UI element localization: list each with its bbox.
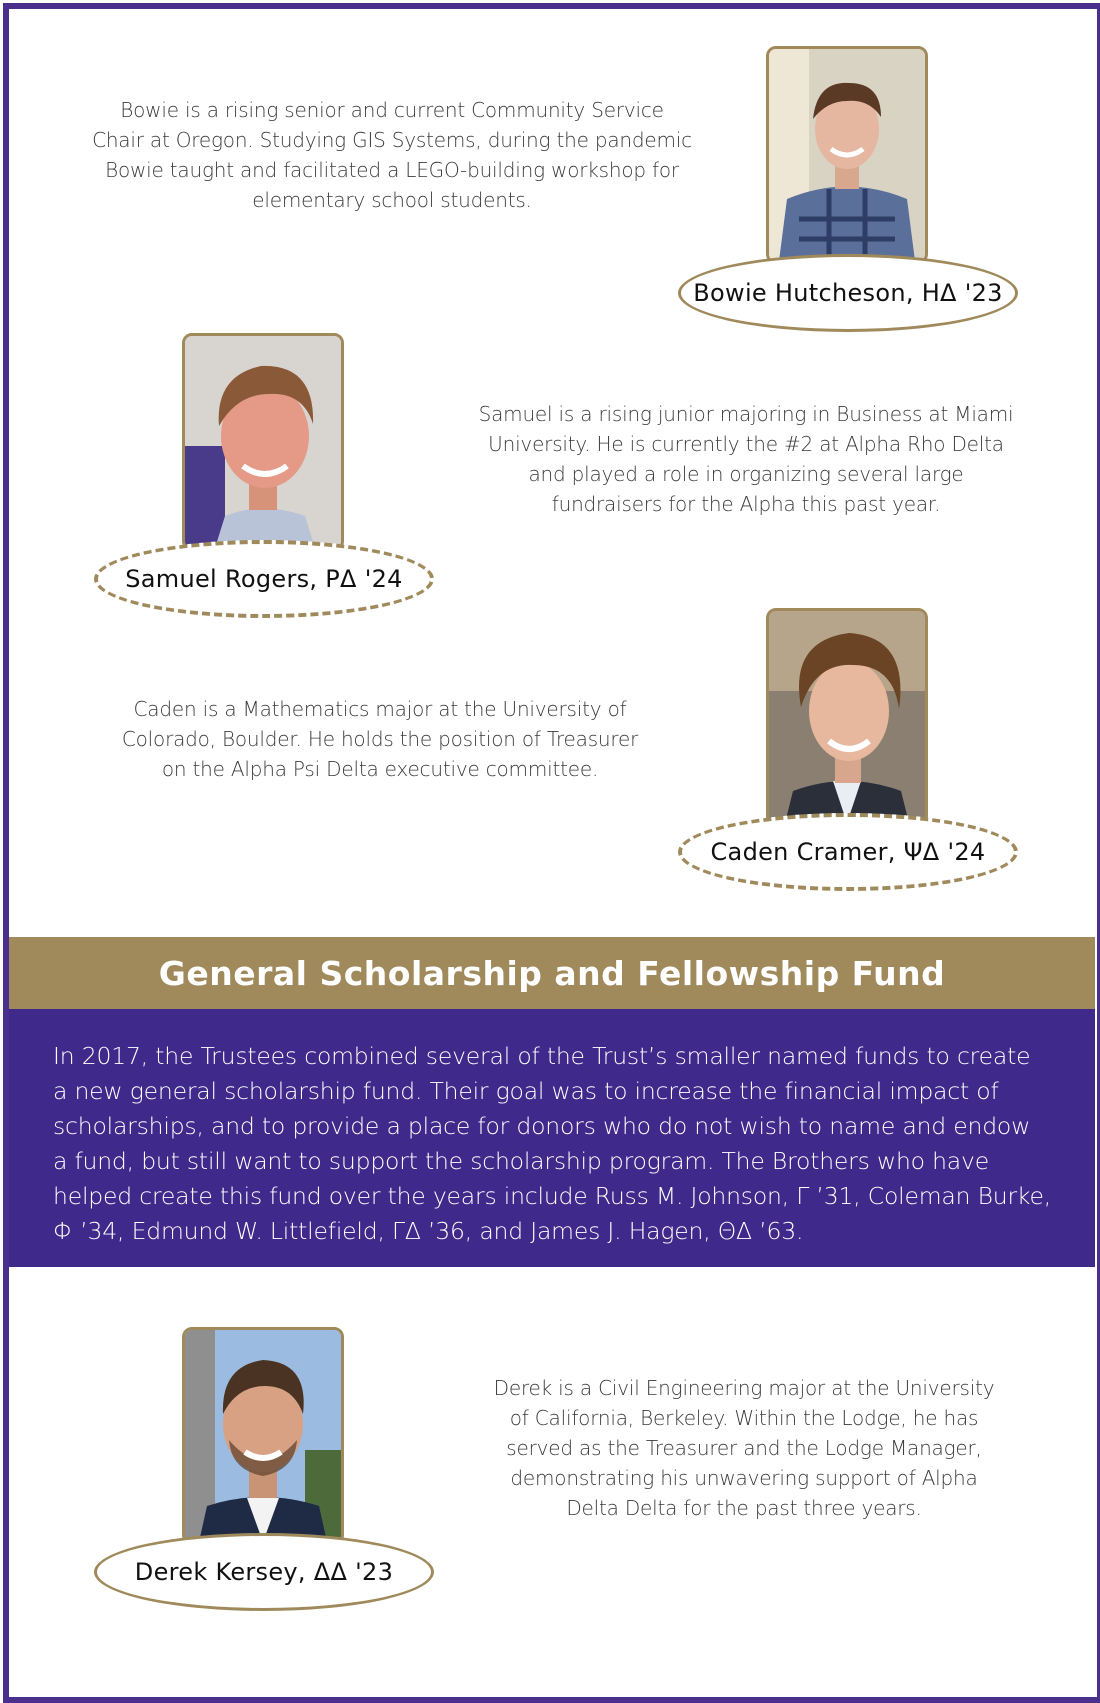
profile-photo xyxy=(182,1327,344,1545)
profile-photo xyxy=(766,46,928,264)
profile-bio: Samuel is a rising junior majoring in Business at Miami University. He is currently the #2 at Alpha Rho Delta and played a role in organizing several large fundraisers for the Alpha this past year. xyxy=(478,402,1014,516)
section-heading: General Scholarship and Fellowship Fund xyxy=(9,937,1095,1009)
profile-bio: Bowie is a rising senior and current Community Service Chair at Oregon. Studying GIS Systems, during the pandemic Bowie taught and facilitated a LEGO-building workshop for elementary school students. xyxy=(92,98,692,212)
fund-description: In 2017, the Trustees combined several of the Trust’s smaller named funds to create a new general scholarship fund. Their goal was to increase the financial impact of scholarships, and to provide a place for donors who do not wish to name and endow a fund, but still want to support the scholarship program. The Brothers who have helped create this fund over the years include Russ M. Johnson, Γ ’31, Coleman Burke, Φ ’34, Edmund W. Littlefield, ΓΔ ’36, and James J. Hagen, ΘΔ ’63. xyxy=(9,1009,1095,1267)
profile-photo xyxy=(766,608,928,826)
profile-name-tag: Caden Cramer, ΨΔ '24 xyxy=(678,813,1018,891)
profile-name-tag: Bowie Hutcheson, HΔ '23 xyxy=(678,254,1018,332)
profile-bio: Derek is a Civil Engineering major at the University of California, Berkeley. Within the Lodge, he has served as the Treasurer and the Lodge Manager, demonstrating his unwavering support of Alpha Delta Delta for the past three years. xyxy=(493,1376,995,1520)
profile-name-tag: Samuel Rogers, PΔ '24 xyxy=(94,540,434,618)
profile-photo xyxy=(182,333,344,551)
profile-bio: Caden is a Mathematics major at the University of Colorado, Boulder. He holds the position of Treasurer on the Alpha Psi Delta executive committee. xyxy=(121,697,639,781)
profile-name-tag: Derek Kersey, ΔΔ '23 xyxy=(94,1533,434,1611)
